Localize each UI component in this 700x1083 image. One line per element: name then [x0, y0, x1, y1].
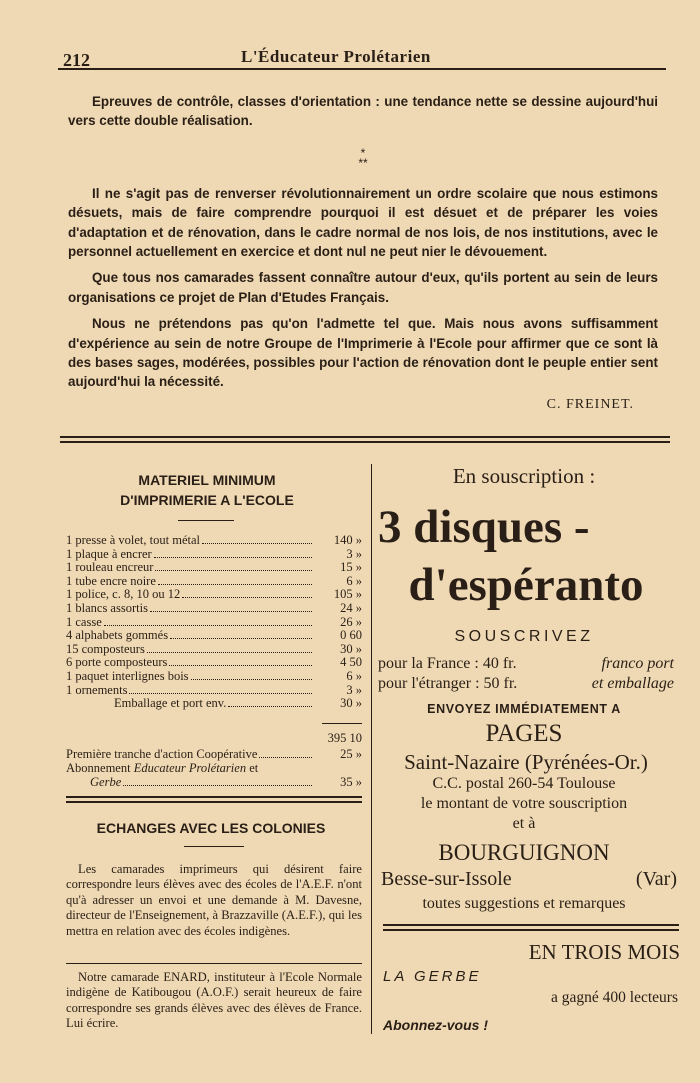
list-item: 1 paquet interlignes bois 6 »: [66, 668, 362, 683]
echanges-title: ECHANGES AVEC LES COLONIES: [96, 820, 326, 836]
ad-souscrivez: SOUSCRIVEZ: [454, 628, 594, 645]
ad-et-a: et à: [512, 815, 536, 832]
price-etranger: pour l'étranger : 50 fr. et emballage: [378, 675, 674, 692]
list-item: 1 police, c. 8, 10 ou 12 105 »: [66, 587, 362, 602]
gerbe-lecteurs: a gagné 400 lecteurs: [551, 989, 678, 1006]
ad-ccp: C.C. postal 260-54 Toulouse: [432, 775, 616, 792]
ad-disques: 3 disques -: [378, 501, 590, 553]
title-underline: [178, 520, 234, 521]
article-paragraph: Epreuves de contrôle, classes d'orientation : une tendance nette se dessine aujourd'hui vers cette double réalisation.: [68, 94, 658, 129]
ad-headline: En souscription :: [452, 464, 596, 488]
ad-suggestions: toutes suggestions et remarques: [422, 895, 626, 912]
list-item: 1 presse à volet, tout métal 140 »: [66, 533, 362, 547]
article: [68, 92, 658, 414]
list-item: 1 blancs assortis 24 »: [66, 600, 362, 615]
asterism-bottom: **: [358, 155, 368, 170]
ad-pages: PAGES: [485, 720, 563, 747]
list-item: 1 ornements 3 »: [66, 682, 362, 697]
column-double-rule: [66, 796, 362, 803]
gerbe-title: LA GERBE: [383, 968, 482, 985]
title-underline: [184, 846, 244, 847]
article-paragraph: Que tous nos camarades fassent connaître autour d'eux, qu'ils portent au sein de leurs organisations ce projet de Plan d'Etudes Français.: [68, 270, 658, 305]
materiel-total: 395 10: [327, 731, 362, 745]
ad-envoyez: ENVOYEZ IMMÉDIATEMENT A: [427, 702, 621, 716]
echanges-text: Les camarades imprimeurs qui désirent faire correspondre leurs élèves avec des écoles de l'A.E.F. n'ont qu'à adresser un envoi et une demande à M. Davesne, directeur de l'Enseignement, à Brazzaville (A.E.F.), qui les mettra en relation avec des écoles indigènes.: [66, 862, 362, 938]
list-item: 1 plaque à encrer 3 »: [66, 546, 362, 561]
ad-address: Saint-Nazaire (Pyrénées-Or.): [404, 750, 648, 774]
list-item: 4 alphabets gommés 0 60: [66, 628, 362, 643]
materiel-list: [66, 534, 362, 711]
list-item: Première tranche d'action Coopérative 25 »: [66, 747, 362, 761]
ad-esperanto: d'espéranto: [408, 559, 644, 611]
enard-text: Notre camarade ENARD, instituteur à l'Ecole Normale indigène de Katibougou (A.O.F.) serait heureux de faire correspondre ses grands élèves avec des élèves de France. Lui écrire.: [66, 970, 362, 1031]
materiel-title: MATERIEL MINIMUM D'IMPRIMERIE A L'ECOLE: [120, 472, 294, 508]
article-paragraph: Nous ne prétendons pas qu'on l'admette tel que. Mais nous avons suffisamment d'expérience au sein de notre Groupe de l'Imprimerie à l'Ecole pour affirmer que ce sont là des bases sages, modérées, possibles pour l'action de rénovation dont le peuple entier sent aujourd'hui la nécessité.: [68, 316, 658, 390]
ad-besse: Besse-sur-Issole (Var): [381, 868, 677, 890]
asterism-top: *: [360, 145, 366, 160]
total-rule: [322, 723, 362, 724]
list-item: 6 porte composteurs 4 50: [66, 655, 362, 670]
ad-montant: le montant de votre souscription: [420, 795, 628, 812]
column-divider: [371, 464, 372, 1034]
list-item: Abonnement Educateur Prolétarien et: [66, 761, 259, 775]
article-paragraph: Il ne s'agit pas de renverser révolutionnairement un ordre scolaire que nous estimons désuets, mais de faire comprendre pourquoi il est désuet et de préparer les voies d'adaptation et de rénovation, dans le cadre normal de nos lois, de nos institutions, avec le personnel actuellement en exercice et dont nul ne peut nier le dévouement.: [68, 185, 658, 260]
signature: C. FREINET.: [546, 396, 634, 412]
paragraph-rule: [66, 963, 362, 964]
gerbe-abonnez: Abonnez-vous !: [383, 1017, 488, 1033]
page-number: 212: [63, 50, 90, 70]
list-item: 1 casse 26 »: [66, 614, 362, 629]
extra-items: [66, 747, 362, 789]
list-item: 1 rouleau encreur 15 »: [66, 560, 362, 575]
gerbe-headline: EN TROIS MOIS: [528, 940, 680, 964]
list-item: 1 tube encre noire 6 »: [66, 573, 362, 588]
list-item: 15 composteurs 30 »: [66, 641, 362, 656]
header-rule: [58, 68, 666, 70]
list-item: Gerbe 35 »: [90, 775, 362, 789]
journal-title: L'Éducateur Prolétarien: [241, 47, 431, 66]
section-double-rule: [60, 436, 670, 443]
list-item: Emballage et port env. 30 »: [114, 696, 362, 711]
right-double-rule: [383, 924, 679, 931]
asterism: [68, 145, 658, 170]
price-france: pour la France : 40 fr. franco port: [378, 655, 674, 672]
ad-bourguignon: BOURGUIGNON: [438, 840, 610, 865]
